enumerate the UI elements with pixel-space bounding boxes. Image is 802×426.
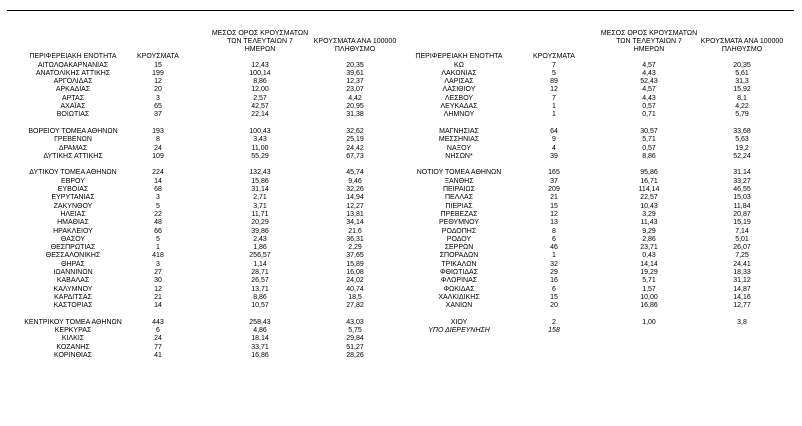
cases-cell: 16 [550,277,558,285]
region-cell: ΛΑΣΙΘΙΟΥ [442,86,476,94]
avg-cell: 3,29 [642,210,656,218]
cases-cell: 27 [154,269,162,276]
cases-cell: 48 [154,219,162,227]
per100k-cell: 32,26 [346,186,364,193]
region-cell: ΝΑΞΟΥ [446,144,472,152]
region-cell: ΔΡΑΜΑΣ [58,144,88,152]
per100k-cell: 31,38 [346,111,364,119]
per100k-cell: 45,74 [346,169,364,177]
avg-cell: 3,43 [253,136,267,144]
per100k-cell: 8,1 [737,94,747,102]
left-header-avg-1: ΜΕΣΟΣ ΟΡΟΣ ΚΡΟΥΣΜΑΤΩΝ [211,30,309,37]
cases-cell: 37 [154,111,162,119]
per100k-cell: 33,27 [733,177,751,185]
cases-cell: 15 [154,61,162,69]
region-cell: ΗΡΑΚΛΕΙΟΥ [53,227,93,235]
cases-cell: 1 [552,111,556,119]
region-cell: ΚΕΝΤΡΙΚΟΥ ΤΟΜΕΑ ΑΘΗΝΩΝ [24,318,122,326]
avg-cell: 20,29 [251,219,269,227]
cases-cell: 14 [154,302,162,310]
region-cell: ΕΒΡΟΥ [61,177,85,185]
per100k-cell: 51,27 [346,343,364,351]
per100k-cell: 24,41 [733,260,751,268]
per100k-cell: 18,33 [733,269,751,276]
region-cell: ΣΠΟΡΑΔΩΝ [439,252,479,260]
cases-cell: 6 [552,235,556,243]
avg-cell: 1,14 [253,260,267,268]
region-cell: ΒΟΙΩΤΙΑΣ [56,111,90,119]
region-cell: ΧΙΟΥ [450,318,468,326]
region-cell: ΦΘΙΩΤΙΔΑΣ [439,269,479,276]
avg-cell: 4,43 [642,94,656,102]
per100k-cell: 19,2 [735,144,749,152]
region-cell: ΚΙΛΚΙΣ [61,335,85,343]
cases-cell: 224 [152,169,164,177]
region-cell: ΑΡΓΟΛΙΔΑΣ [53,78,93,86]
avg-cell: 8,86 [642,152,656,160]
cases-cell: 68 [154,186,162,193]
region-cell: ΕΥΒΟΙΑΣ [57,186,89,193]
avg-cell: 1,57 [642,285,656,293]
avg-cell: 2,43 [253,235,267,243]
region-cell: ΓΡΕΒΕΝΩΝ [54,136,92,144]
region-cell: ΚΟΖΑΝΗΣ [56,343,90,351]
per100k-cell: 31,14 [733,169,751,177]
region-cell: ΡΟΔΟΠΗΣ [441,227,477,235]
region-cell: ΑΙΤΩΛΟΑΚΑΡΝΑΝΙΑΣ [37,61,109,69]
per100k-cell: 31,12 [733,277,751,285]
region-cell: ΒΟΡΕΙΟΥ ΤΟΜΕΑ ΑΘΗΝΩΝ [28,127,118,135]
per100k-cell: 4,42 [348,94,362,102]
cases-cell: 12 [550,210,558,218]
cases-cell: 2 [552,318,556,326]
per100k-cell: 7,25 [735,252,749,260]
per100k-cell: 67,73 [346,152,364,160]
avg-cell: 26,57 [251,277,269,285]
region-cell: ΔΥΤΙΚΗΣ ΑΤΤΙΚΗΣ [43,152,103,160]
cases-cell: 89 [550,78,558,86]
cases-cell: 3 [156,260,160,268]
region-cell: ΑΡΤΑΣ [61,94,85,102]
cases-cell: 66 [154,227,162,235]
cases-cell: 109 [152,152,164,160]
cases-cell: 193 [152,127,164,135]
region-cell: ΚΩ [454,61,464,69]
avg-cell: 256,57 [249,252,271,260]
per100k-cell: 3,8 [737,318,747,326]
left-header-cases: ΚΡΟΥΣΜΑΤΑ [137,53,179,60]
region-cell: ΦΛΩΡΙΝΑΣ [440,277,478,285]
cases-cell: 6 [552,285,556,293]
cases-cell: 15 [550,293,558,301]
avg-cell: 22,14 [251,111,269,119]
region-cell: ΝΟΤΙΟΥ ΤΟΜΕΑ ΑΘΗΝΩΝ [416,169,502,177]
region-cell: ΑΧΑΪΑΣ [60,103,86,110]
per100k-cell: 7,14 [735,227,749,235]
region-cell: ΠΕΛΛΑΣ [444,194,474,202]
region-cell: ΗΜΑΘΙΑΣ [57,219,89,227]
region-cell: ΚΑΣΤΟΡΙΑΣ [53,302,93,310]
per100k-cell: 26,07 [733,244,751,252]
per100k-cell: 11,84 [733,202,751,210]
per100k-cell: 14,94 [346,194,364,202]
per100k-cell: 43,03 [346,318,364,326]
per100k-cell: 15,03 [733,194,751,202]
region-cell: ΤΡΙΚΑΛΩΝ [441,260,477,268]
per100k-cell: 29,84 [346,335,364,343]
avg-cell: 12,00 [251,86,269,94]
avg-cell: 11,43 [640,219,658,227]
per100k-cell: 27,82 [346,302,364,310]
avg-cell: 16,86 [640,302,658,310]
cases-cell: 12 [154,285,162,293]
per100k-cell: 2,29 [348,244,362,252]
cases-cell: 209 [548,186,560,193]
per100k-cell: 13,81 [346,210,364,218]
region-cell: ΣΕΡΡΩΝ [444,244,474,252]
per100k-cell: 5,61 [735,69,749,77]
cases-cell: 65 [154,103,162,110]
region-cell: ΕΥΡΥΤΑΝΙΑΣ [51,194,95,202]
right-header-per100k-1: ΚΡΟΥΣΜΑΤΑ ΑΝΑ 100000 [700,38,784,45]
cases-cell: 443 [152,318,164,326]
region-cell: ΙΩΑΝΝΙΝΩΝ [53,269,93,276]
cases-cell: 1 [552,252,556,260]
avg-cell: 16,71 [640,177,658,185]
cases-cell: 6 [156,327,160,335]
region-cell: ΜΑΓΝΗΣΙΑΣ [439,127,479,135]
cases-cell: 3 [156,94,160,102]
left-header-per100k-1: ΚΡΟΥΣΜΑΤΑ ΑΝΑ 100000 [313,38,397,45]
avg-cell: 3,71 [253,202,267,210]
per100k-cell: 14,16 [733,293,751,301]
region-cell: ΛΗΜΝΟΥ [443,111,475,119]
avg-cell: 52,43 [640,78,658,86]
left-header-per100k-2: ΠΛΗΘΥΣΜΟ [334,46,376,53]
avg-cell: 1,00 [642,318,656,326]
right-header-cases: ΚΡΟΥΣΜΑΤΑ [533,53,575,60]
per100k-cell: 15,19 [733,219,751,227]
per100k-cell: 20,35 [733,61,751,69]
per100k-cell: 16,08 [346,269,364,276]
cases-cell: 12 [154,78,162,86]
region-cell: ΛΕΥΚΑΔΑΣ [440,103,478,110]
cases-cell: 12 [550,86,558,94]
region-cell: ΛΕΣΒΟΥ [444,94,474,102]
region-cell: ΥΠΟ ΔΙΕΡΕΥΝΗΣΗ [428,327,490,335]
per100k-cell: 15,89 [346,260,364,268]
avg-cell: 39,86 [251,227,269,235]
per100k-cell: 12,37 [346,78,364,86]
per100k-cell: 34,14 [346,219,364,227]
cases-cell: 1 [552,103,556,110]
region-cell: ΛΑΚΩΝΙΑΣ [441,69,477,77]
avg-cell: 100,14 [249,69,271,77]
region-cell: ΑΡΚΑΔΙΑΣ [55,86,91,94]
region-cell: ΘΑΣΟΥ [60,235,86,243]
per100k-cell: 52,24 [733,152,751,160]
avg-cell: 18,14 [251,335,269,343]
cases-cell: 199 [152,69,164,77]
cases-cell: 9 [552,136,556,144]
avg-cell: 0,43 [642,252,656,260]
cases-cell: 8 [156,136,160,144]
cases-cell: 64 [550,127,558,135]
cases-cell: 5 [156,235,160,243]
avg-cell: 2,71 [253,194,267,202]
per100k-cell: 25,19 [346,136,364,144]
avg-cell: 258,43 [249,318,271,326]
cases-cell: 5 [552,69,556,77]
region-cell: ΘΕΣΠΡΩΤΙΑΣ [50,244,96,252]
cases-cell: 13 [550,219,558,227]
per100k-cell: 37,65 [346,252,364,260]
per100k-cell: 28,26 [346,352,364,359]
per100k-cell: 12,27 [346,202,364,210]
cases-cell: 21 [550,194,558,202]
per100k-cell: 21,6 [348,227,362,235]
cases-cell: 3 [156,194,160,202]
region-cell: ΘΕΣΣΑΛΟΝΙΚΗΣ [45,252,101,260]
region-cell: ΠΙΕΡΙΑΣ [445,202,473,210]
per100k-cell: 18,5 [348,293,362,301]
cases-cell: 39 [550,152,558,160]
avg-cell: 10,00 [640,293,658,301]
region-cell: ΦΩΚΙΔΑΣ [443,285,475,293]
region-cell: ΠΕΙΡΑΙΩΣ [443,186,475,193]
cases-cell: 1 [156,244,160,252]
right-header-per100k-2: ΠΛΗΘΥΣΜΟ [721,46,763,53]
cases-cell: 21 [154,293,162,301]
avg-cell: 23,71 [640,244,658,252]
avg-cell: 1,86 [253,244,267,252]
cases-cell: 46 [550,244,558,252]
cases-cell: 158 [548,327,560,335]
region-cell: ΚΑΡΔΙΤΣΑΣ [54,293,92,301]
region-cell: ΑΝΑΤΟΛΙΚΗΣ ΑΤΤΙΚΗΣ [35,69,111,77]
avg-cell: 13,71 [251,285,269,293]
right-header-avg-3: ΗΜΕΡΩΝ [633,46,665,53]
cases-cell: 30 [154,277,162,285]
region-cell: ΡΟΔΟΥ [446,235,472,243]
avg-cell: 31,14 [251,186,269,193]
avg-cell: 10,43 [640,202,658,210]
per100k-cell: 31,3 [735,78,749,86]
left-header-region: ΠΕΡΙΦΕΡΕΙΑΚΗ ΕΝΟΤΗΤΑ [29,53,117,60]
per100k-cell: 9,46 [348,177,362,185]
avg-cell: 132,43 [249,169,271,177]
per100k-cell: 12,77 [733,302,751,310]
avg-cell: 8,86 [253,293,267,301]
cases-cell: 14 [154,177,162,185]
right-header-region: ΠΕΡΙΦΕΡΕΙΑΚΗ ΕΝΟΤΗΤΑ [415,53,503,60]
left-header-avg-2: ΤΩΝ ΤΕΛΕΥΤΑΙΩΝ 7 [227,38,293,45]
avg-cell: 11,00 [251,144,269,152]
per100k-cell: 15,92 [733,86,751,94]
per100k-cell: 36,31 [346,235,364,243]
avg-cell: 33,71 [251,343,269,351]
per100k-cell: 32,62 [346,127,364,135]
per100k-cell: 20,87 [733,210,751,218]
avg-cell: 4,43 [642,69,656,77]
region-cell: ΚΑΛΥΜΝΟΥ [53,285,93,293]
region-cell: ΔΥΤΙΚΟΥ ΤΟΜΕΑ ΑΘΗΝΩΝ [29,169,117,177]
avg-cell: 16,86 [251,352,269,359]
cases-cell: 77 [154,343,162,351]
avg-cell: 2,86 [642,235,656,243]
region-cell: ΘΗΡΑΣ [61,260,85,268]
cases-cell: 7 [552,61,556,69]
avg-cell: 0,57 [642,103,656,110]
left-header-avg-3: ΗΜΕΡΩΝ [244,46,276,53]
region-cell: ΚΑΒΑΛΑΣ [56,277,90,285]
right-header-avg-2: ΤΩΝ ΤΕΛΕΥΤΑΙΩΝ 7 [616,38,682,45]
per100k-cell: 23,07 [346,86,364,94]
avg-cell: 95,86 [640,169,658,177]
per100k-cell: 5,01 [735,235,749,243]
avg-cell: 11,71 [251,210,269,218]
cases-cell: 29 [550,269,558,276]
region-cell: ΠΡΕΒΕΖΑΣ [440,210,478,218]
avg-cell: 114,14 [638,186,660,193]
cases-cell: 418 [152,252,164,260]
avg-cell: 30,57 [640,127,658,135]
cases-cell: 22 [154,210,162,218]
avg-cell: 0,57 [642,144,656,152]
per100k-cell: 20,35 [346,61,364,69]
per100k-cell: 5,63 [735,136,749,144]
cases-cell: 32 [550,260,558,268]
avg-cell: 4,57 [642,61,656,69]
region-cell: ΖΑΚΥΝΘΟΥ [53,202,93,210]
right-header-avg-1: ΜΕΣΟΣ ΟΡΟΣ ΚΡΟΥΣΜΑΤΩΝ [600,30,698,37]
region-cell: ΗΛΕΙΑΣ [60,210,86,218]
avg-cell: 100,43 [249,127,271,135]
per100k-cell: 33,68 [733,127,751,135]
cases-cell: 8 [552,227,556,235]
per100k-cell: 14,87 [733,285,751,293]
avg-cell: 5,71 [642,136,656,144]
cases-cell: 24 [154,335,162,343]
region-cell: ΜΕΣΣΗΝΙΑΣ [438,136,480,144]
avg-cell: 22,57 [640,194,658,202]
avg-cell: 42,57 [251,103,269,110]
avg-cell: 2,57 [253,94,267,102]
avg-cell: 4,86 [253,327,267,335]
per100k-cell: 5,79 [735,111,749,119]
region-cell: ΚΕΡΚΥΡΑΣ [54,327,92,335]
per100k-cell: 20,95 [346,103,364,110]
cases-cell: 24 [154,144,162,152]
cases-cell: 7 [552,94,556,102]
cases-cell: 4 [552,144,556,152]
avg-cell: 14,14 [640,260,658,268]
avg-cell: 12,43 [251,61,269,69]
region-cell: ΡΕΘΥΜΝΟΥ [438,219,479,227]
region-cell: ΛΑΡΙΣΑΣ [444,78,474,86]
cases-cell: 165 [548,169,560,177]
per100k-cell: 5,75 [348,327,362,335]
cases-cell: 15 [550,202,558,210]
avg-cell: 5,71 [642,277,656,285]
avg-cell: 19,29 [640,269,658,276]
cases-cell: 37 [550,177,558,185]
per100k-cell: 40,74 [346,285,364,293]
region-cell: ΞΑΝΘΗΣ [444,177,474,185]
avg-cell: 15,86 [251,177,269,185]
avg-cell: 28,71 [251,269,269,276]
region-cell: ΧΑΝΙΩΝ [445,302,473,310]
cases-cell: 20 [154,86,162,94]
avg-cell: 4,57 [642,86,656,94]
per100k-cell: 39,61 [346,69,364,77]
per100k-cell: 24,02 [346,277,364,285]
region-cell: ΝΗΣΩΝ* [445,152,473,160]
avg-cell: 10,57 [251,302,269,310]
per100k-cell: 4,22 [735,103,749,110]
cases-cell: 41 [154,352,162,359]
top-rule [7,10,794,11]
per100k-cell: 46,55 [733,186,751,193]
region-cell: ΚΟΡΙΝΘΙΑΣ [54,352,92,359]
per100k-cell: 24,42 [346,144,364,152]
cases-cell: 20 [550,302,558,310]
avg-cell: 9,29 [642,227,656,235]
avg-cell: 0,71 [642,111,656,119]
region-cell: ΧΑΛΚΙΔΙΚΗΣ [438,293,480,301]
avg-cell: 55,29 [251,152,269,160]
avg-cell: 8,86 [253,78,267,86]
cases-cell: 5 [156,202,160,210]
